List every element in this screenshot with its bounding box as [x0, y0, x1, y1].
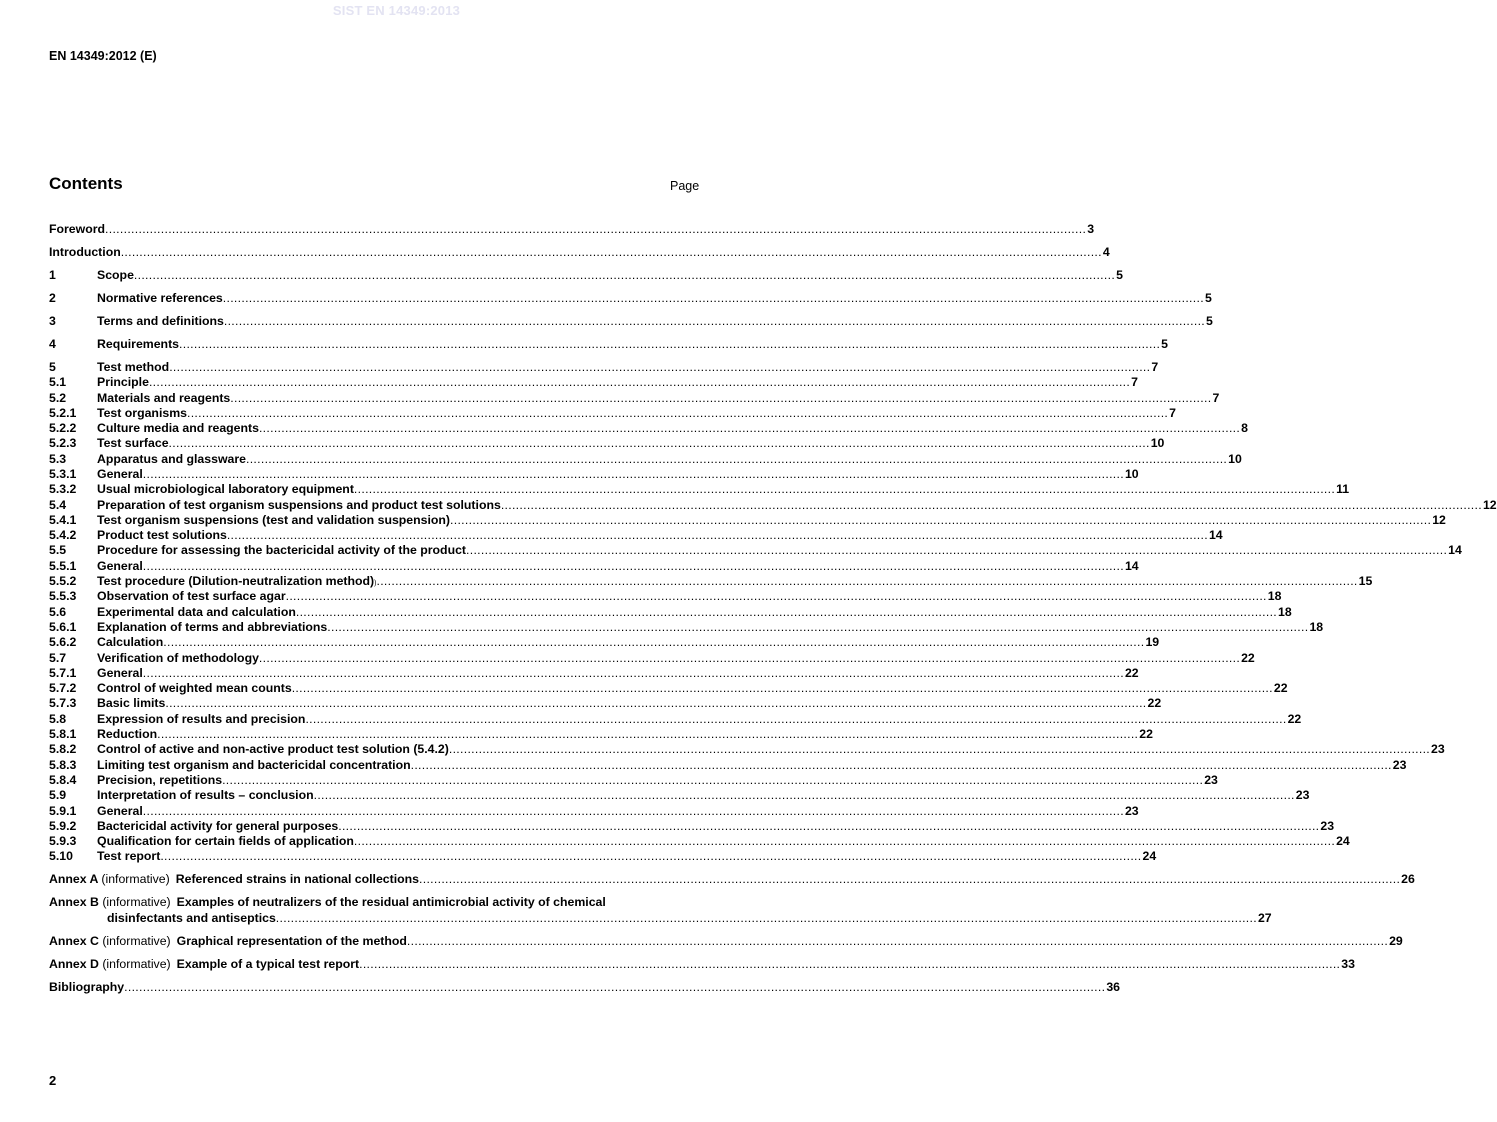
toc-entry-number: 5.7 [49, 650, 67, 665]
dot-leader [411, 758, 1392, 773]
dot-leader [143, 666, 1124, 681]
toc-entry-number: 3 [49, 313, 56, 328]
toc-entry[interactable] [49, 849, 1157, 864]
toc-entry-page: 12 [1482, 497, 1497, 512]
annex-label [49, 934, 171, 949]
toc-entry-title: Bactericidal activity for general purposes [97, 818, 339, 833]
dot-leader [169, 436, 1150, 451]
toc-entry-page: 15 [1358, 574, 1373, 589]
dot-leader [169, 360, 1150, 375]
toc-entry-page: 23 [1431, 742, 1445, 757]
toc-entry[interactable] [49, 635, 1160, 650]
toc-entry-title: Control of weighted mean counts [97, 681, 292, 696]
toc-entry-number: 5.3 [49, 451, 67, 466]
dot-leader [121, 245, 1102, 260]
toc-entry[interactable] [49, 803, 1139, 819]
annex-title: Example of a typical test report [176, 956, 360, 971]
toc-entry[interactable] [49, 313, 1213, 329]
dot-leader [165, 696, 1146, 711]
toc-annex-entry[interactable] [49, 933, 1403, 949]
toc-entry-number: 5.9.2 [49, 818, 77, 833]
dot-leader [246, 452, 1227, 467]
dot-leader [276, 911, 1257, 926]
toc-entry-number: 5.5.3 [49, 589, 77, 604]
toc-entry-title: Preparation of test organism suspensions and product test solutions [97, 497, 501, 512]
toc-entry[interactable] [49, 711, 1302, 727]
toc-entry-number: 5.5.2 [49, 574, 77, 589]
toc-entry-number: 5.8.1 [49, 727, 77, 742]
toc-entry-page: 18 [1278, 604, 1292, 619]
annex-letter: Annex B [49, 895, 99, 910]
toc-entry[interactable] [49, 650, 1255, 666]
toc-entry-number: 5.2 [49, 390, 67, 405]
toc-entry-number: 5.6.2 [49, 635, 77, 650]
toc-entry-title: Expression of results and precision [97, 711, 306, 726]
toc-entry-title: General [97, 466, 143, 481]
toc-entry-page: 23 [1392, 757, 1407, 772]
dot-leader [296, 605, 1277, 620]
toc-entry-title: Verification of methodology [97, 650, 259, 665]
dot-leader [149, 375, 1130, 390]
document-id: EN 14349:2012 (E) [49, 49, 157, 63]
toc-entry[interactable] [49, 497, 1497, 513]
dot-leader [449, 742, 1430, 757]
toc-entry[interactable] [49, 574, 1373, 589]
toc-entry[interactable] [49, 589, 1282, 604]
toc-entry[interactable] [49, 290, 1212, 306]
toc-entry-title: Calculation [97, 635, 164, 650]
toc-entry-page: 23 [1295, 788, 1310, 803]
dot-leader [259, 651, 1240, 666]
toc-bibliography-entry[interactable] [49, 979, 1120, 995]
toc-entry-page: 24 [1142, 849, 1157, 864]
footnote-marker: ) [374, 580, 377, 588]
toc-entry-number: 5.2.2 [49, 421, 77, 436]
toc-entry[interactable] [49, 466, 1139, 482]
toc-entry-number: 5.2.3 [49, 436, 77, 451]
toc-entry-title: Requirements [97, 336, 180, 351]
toc-entry-page: 18 [1309, 619, 1324, 634]
toc-entry[interactable] [49, 222, 1095, 237]
toc-annex-entry[interactable] [49, 895, 1272, 926]
toc-entry-number: 5.3.2 [49, 482, 77, 497]
toc-entry-title: Product test solutions [97, 528, 227, 543]
toc-entry-page: 23 [1204, 772, 1218, 787]
toc-entry-page: 5 [1204, 290, 1212, 305]
dot-leader [354, 834, 1335, 849]
annex-title: Examples of neutralizers of the residual antimicrobial activity of chemical [176, 895, 606, 910]
toc-entry-page: 22 [1139, 727, 1153, 742]
toc-entry-number: 5.8 [49, 711, 67, 726]
bibliography-page: 36 [1106, 979, 1120, 994]
annex-label [49, 895, 171, 910]
toc-entry-page: 24 [1336, 834, 1350, 849]
toc-entry[interactable] [49, 818, 1335, 834]
toc-entry-number: 5.2.1 [49, 405, 77, 420]
toc-entry-title: Reduction [97, 727, 158, 742]
dot-leader [124, 980, 1105, 995]
toc-entry-page: 7 [1169, 405, 1176, 420]
bibliography-title: Bibliography [49, 979, 125, 994]
toc-entry-title: Principle [97, 375, 149, 390]
toc-entry-page: 10 [1124, 466, 1139, 481]
toc-entry[interactable] [49, 405, 1176, 421]
dot-leader [157, 727, 1138, 742]
toc-entry-page: 14 [1124, 558, 1139, 573]
toc-entry-title: Test procedure (Dilution-neutralization method) [97, 574, 375, 589]
toc-entry-page: 5 [1206, 313, 1213, 328]
toc-annex-entry[interactable] [49, 956, 1355, 972]
toc-entry-title: Materials and reagents [97, 390, 231, 405]
dot-leader [305, 712, 1286, 727]
annex-kind: (informative) [102, 895, 171, 910]
toc-entry-number: 5.8.2 [49, 742, 77, 757]
toc-entry-page: 8 [1241, 421, 1248, 436]
annex-title: Graphical representation of the method [176, 933, 407, 948]
toc-entry-title: Test organism suspensions (test and validation suspension) [97, 512, 451, 527]
dot-leader [143, 804, 1124, 819]
toc-entry-page: 11 [1336, 482, 1350, 497]
toc-entry-page: 22 [1241, 650, 1255, 665]
toc-entry-number: 5.4 [49, 497, 67, 512]
dot-leader [227, 528, 1208, 543]
toc-entry-number: 5.6 [49, 604, 67, 619]
toc-entry[interactable] [49, 512, 1446, 528]
toc-entry-page: 5 [1116, 267, 1123, 282]
toc-entry-page: 22 [1124, 665, 1139, 680]
dot-leader [450, 513, 1431, 528]
dot-leader [407, 934, 1388, 949]
toc-entry[interactable] [49, 375, 1138, 390]
toc-entry[interactable] [49, 359, 1159, 375]
annex-letter: Annex C [49, 933, 99, 948]
toc-entry-number: 5.7.2 [49, 681, 77, 696]
toc-annex-entry[interactable] [49, 872, 1415, 887]
toc-entry-number: 1 [49, 267, 56, 282]
toc-entry[interactable] [49, 757, 1407, 773]
toc-entry[interactable] [49, 244, 1110, 260]
toc-entry-title: Observation of test surface agar [97, 589, 286, 604]
toc-entry-page: 23 [1320, 818, 1335, 833]
toc-entry-title: Precision, repetitions [97, 772, 223, 787]
annex-kind: (informative) [102, 956, 171, 971]
toc-entry-title: Test method [97, 359, 170, 374]
toc-entry-title: Test report [97, 849, 161, 864]
toc-entry[interactable] [49, 436, 1165, 451]
toc-entry-page: 7 [1131, 375, 1138, 390]
toc-entry-page: 14 [1208, 528, 1223, 543]
toc-entry[interactable] [49, 558, 1139, 574]
toc-entry-number: 5.7.1 [49, 665, 77, 680]
dot-leader [187, 406, 1168, 421]
toc-entry[interactable] [49, 543, 1462, 558]
annex-page: 29 [1389, 933, 1403, 948]
toc-entry-number: 5.1 [49, 375, 67, 390]
toc-entry[interactable] [49, 788, 1310, 803]
dot-leader [143, 467, 1124, 482]
dot-leader [466, 543, 1447, 558]
toc-entry[interactable] [49, 390, 1220, 406]
toc-entry-title: Culture media and reagents [97, 421, 259, 436]
toc-entry-page: 22 [1273, 681, 1288, 696]
dot-leader [314, 788, 1295, 803]
dot-leader [160, 849, 1141, 864]
toc-entry[interactable] [49, 727, 1153, 742]
dot-leader [143, 559, 1124, 574]
toc-entry-number: 5.4.1 [49, 512, 77, 527]
dot-leader [327, 620, 1308, 635]
toc-entry-page: 7 [1212, 390, 1220, 405]
toc-entry-page: 14 [1448, 543, 1462, 558]
annex-kind: (informative) [102, 933, 171, 948]
toc-entry-page: 22 [1147, 696, 1162, 711]
dot-leader [259, 421, 1240, 436]
toc-entry-title: Interpretation of results – conclusion [97, 788, 314, 803]
toc-entry-title: Experimental data and calculation [97, 604, 296, 619]
toc-entry-title: Control of active and non-active product test solution (5.4.2) [97, 742, 449, 757]
toc-entry-number: 4 [49, 336, 56, 351]
toc-entry[interactable] [49, 665, 1139, 681]
dot-leader [222, 773, 1203, 788]
toc-entry-page: 10 [1228, 451, 1242, 466]
toc-entry-title: Terms and definitions [97, 313, 224, 328]
contents-heading: Contents [49, 174, 123, 193]
toc-entry[interactable] [49, 267, 1123, 283]
toc-entry-number: 5.7.3 [49, 696, 77, 711]
toc-entry-number: 5.9 [49, 788, 67, 803]
toc-entry-number: 5.5 [49, 543, 67, 558]
toc-entry-page: 18 [1267, 589, 1282, 604]
toc-entry[interactable] [49, 681, 1288, 696]
toc-entry-title: Introduction [49, 244, 121, 259]
page-number: 2 [49, 1073, 57, 1088]
dot-leader [338, 819, 1319, 834]
toc-entry-title: General [97, 665, 143, 680]
dot-leader [501, 498, 1482, 513]
dot-leader [230, 391, 1211, 406]
toc-entry-title: Qualification for certain fields of application [97, 834, 354, 849]
toc-entry-title: Usual microbiological laboratory equipment [97, 482, 354, 497]
page-column-label: Page [670, 179, 700, 193]
toc-entry-page: 3 [1087, 222, 1095, 236]
toc-entry-page: 23 [1124, 803, 1139, 818]
dot-leader [223, 291, 1204, 306]
toc-entry-page: 22 [1287, 711, 1302, 726]
toc-entry-title: Limiting test organism and bactericidal concentration [97, 757, 411, 772]
toc-entry-title: Foreword [49, 222, 106, 236]
dot-leader [354, 482, 1335, 497]
toc-entry[interactable] [49, 834, 1350, 849]
toc-entry[interactable] [49, 482, 1350, 497]
toc-entry-title: Apparatus and glassware [97, 451, 246, 466]
toc-entry-page: 12 [1432, 512, 1446, 527]
dot-leader [105, 222, 1086, 237]
annex-letter: Annex A [49, 872, 98, 887]
toc-entry-title: General [97, 558, 143, 573]
dot-leader [224, 314, 1205, 329]
annex-label [49, 872, 170, 887]
toc-entry[interactable] [49, 528, 1223, 543]
toc-entry-number: 5.5.1 [49, 558, 77, 573]
toc-entry-number: 5.8.3 [49, 757, 77, 772]
toc-entry-number: 5.10 [49, 849, 73, 864]
toc-entry-number: 5.4.2 [49, 528, 77, 543]
toc-entry-page: 4 [1102, 244, 1110, 259]
toc-entry[interactable] [49, 742, 1445, 757]
toc-entry-number: 2 [49, 290, 56, 305]
annex-letter: Annex D [49, 956, 99, 971]
toc-entry-number: 5 [49, 359, 56, 374]
toc-entry-title: Normative references [97, 290, 223, 305]
toc-entry-number: 5.9.1 [49, 803, 77, 818]
toc-entry-page: 19 [1145, 635, 1160, 650]
dot-leader [134, 268, 1115, 283]
annex-label [49, 957, 171, 972]
toc-entry[interactable] [49, 619, 1324, 635]
toc-entry-title: Test surface [97, 436, 169, 451]
toc-entry-number: 5.6.1 [49, 619, 77, 634]
toc-entry[interactable] [49, 421, 1248, 436]
toc-entry-page: 10 [1150, 436, 1165, 451]
toc-entry-title: Procedure for assessing the bactericidal activity of the product [97, 543, 467, 558]
toc-entry-number: 5.3.1 [49, 466, 77, 481]
dot-leader [286, 589, 1267, 604]
toc-entry-page: 7 [1151, 359, 1159, 374]
toc-entry[interactable] [49, 772, 1218, 788]
toc-entry-title: Scope [97, 267, 134, 282]
dot-leader [419, 872, 1400, 887]
toc-entry-title: General [97, 803, 143, 818]
table-of-contents [49, 222, 1497, 995]
dot-leader [292, 681, 1273, 696]
watermark: SIST EN 14349:2013 [332, 3, 461, 18]
toc-entry-number: 5.9.3 [49, 834, 77, 849]
toc-entry-title: Basic limits [97, 696, 166, 711]
annex-kind: (informative) [101, 872, 170, 887]
dot-leader [376, 574, 1357, 589]
toc-entry-title: Explanation of terms and abbreviations [97, 619, 328, 634]
toc-entry[interactable] [49, 336, 1169, 352]
toc-entry-number: 5.8.4 [49, 772, 77, 787]
dot-leader [359, 957, 1340, 972]
annex-page: 27 [1257, 910, 1272, 925]
dot-leader [163, 635, 1144, 650]
toc-entry[interactable] [49, 604, 1292, 620]
toc-entry-title: Test organisms [97, 405, 187, 420]
toc-entry[interactable] [49, 696, 1162, 711]
annex-title: Referenced strains in national collections [175, 872, 420, 887]
annex-page: 26 [1401, 872, 1415, 887]
annex-page: 33 [1341, 956, 1355, 971]
dot-leader [179, 337, 1160, 352]
toc-entry[interactable] [49, 451, 1242, 467]
toc-entry-page: 5 [1161, 336, 1169, 351]
annex-title-continued: disinfectants and antiseptics [107, 910, 276, 925]
